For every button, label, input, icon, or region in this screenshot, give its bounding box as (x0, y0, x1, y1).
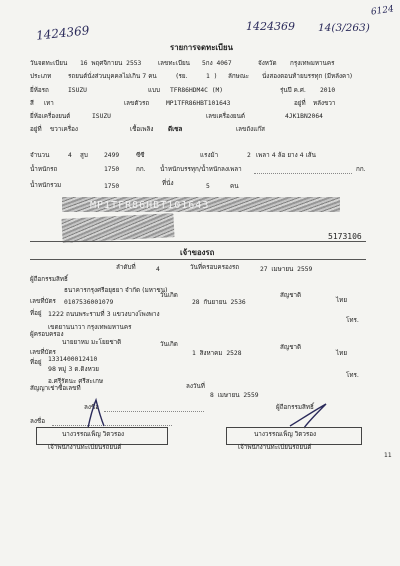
province-label: จังหวัด (258, 60, 277, 67)
possess-date-value: 27 เมษายน 2559 (260, 266, 313, 273)
owner-section-bottom-rule (30, 259, 366, 260)
code-value: 1 ) (206, 73, 218, 80)
stamp-number: 5173106 (328, 232, 362, 241)
owner-birth-label: วันเกิด (160, 292, 178, 299)
engine-no-value: 4JK1BN2064 (285, 113, 323, 120)
vehicle-weight-label: น้ำหนักรถ (30, 166, 58, 173)
officer-title-left: เจ้าพนักงานทะเบียนรถยนต์ (48, 444, 122, 451)
engine-no-label: เลขเครื่องยนต์ (206, 113, 246, 120)
type-label: ประเภท (30, 73, 52, 80)
sign-label-2: ลงชื่อ (30, 418, 45, 425)
model-value: TFR86HDM4C (M) (170, 87, 224, 94)
holder-nation-value: ไทย (336, 350, 348, 357)
vehicle-weight-unit: กก. (136, 166, 146, 173)
holder-value: นายยาหม มะโยยชาติ (62, 339, 122, 346)
chassis-position-label: อยู่ที่ (294, 100, 306, 107)
type-value: รถยนต์นั่งส่วนบุคคลไม่เกิน 7 คน (68, 73, 157, 80)
signature-mark-right (286, 400, 346, 430)
owner-birth-value: 28 กันยายน 2536 (192, 299, 246, 306)
owner-value: ธนาคารกรุงศรีอยุธยา จำกัด (มหาชน) (64, 287, 168, 294)
holder-address-line1: 98 หมู่ 3 ต.ดิงหวย (48, 366, 99, 373)
engine-position-value: ขวาเครื่อง (50, 126, 78, 133)
reg-date-value: 16 พฤศจิกายน 2553 (80, 60, 142, 67)
owner-signature-suffix: ผู้ถือกรรมสิทธิ์ (276, 404, 314, 411)
axle-value: 2 (247, 152, 251, 159)
reg-date-label: วันจดทะเบียน (30, 60, 68, 67)
possess-date-label: วันที่ครอบครองรถ (190, 264, 240, 271)
owner-label: ผู้ถือกรรมสิทธิ์ (30, 276, 68, 283)
page-mark: 11 (384, 452, 392, 459)
model-label: แบบ (148, 87, 161, 94)
handwritten-corner-number: 6124 (370, 4, 395, 18)
document-title: รายการจดทะเบียน (170, 43, 233, 52)
order-value: 4 (156, 266, 160, 273)
owner-nation-label: สัญชาติ (280, 292, 302, 299)
brand-value: ISUZU (68, 87, 87, 94)
province-value: กรุงเทพมหานคร (290, 60, 335, 67)
signature-mark-left (82, 396, 122, 430)
holder-birth-label: วันเกิด (160, 341, 178, 348)
cc-unit: ซีซี (136, 152, 145, 159)
officer-name-left: นางวรรณเพ็ญ วิตวรอง (62, 431, 125, 438)
color-value: เทา (44, 100, 54, 107)
color-label: สี (30, 100, 34, 107)
holder-nation-label: สัญชาติ (280, 344, 302, 351)
gas-tank-label: เลขถังแก๊ส (236, 126, 265, 133)
owner-address-label: ที่อยู่ (30, 310, 42, 317)
load-weight-unit: กก. (356, 166, 366, 173)
chassis-value: MP1TFR86HBT101643 (166, 100, 231, 107)
seat-unit: คน (230, 183, 239, 190)
owner-address-line2: เขตยานนาวา กรุงเทพมหานคร (48, 324, 132, 331)
seat-value: 5 (206, 183, 210, 190)
total-weight-value: 1750 (104, 183, 120, 190)
holder-address-label: ที่อยู่ (30, 359, 42, 366)
owner-section-top-rule (30, 241, 366, 242)
handwritten-number-left: 1424369 (35, 23, 91, 43)
holder-id-label: เลขที่บัตร (30, 349, 56, 356)
cylinder-unit: สูบ (80, 152, 88, 159)
holder-id-value: 1331400012410 (48, 356, 98, 363)
body-value: นั่งสองตอนท้ายบรรทุก (มีหลังคา) (262, 73, 353, 80)
horsepower-label: แรงม้า (200, 152, 219, 159)
holder-address-line2: อ.ศรีรัตนะ ศรีสะเกษ (48, 378, 104, 385)
load-weight-label: น้ำหนักบรรทุก/น้ำหนักลงเพลา (160, 166, 242, 173)
engine-rubbing-strip (61, 213, 174, 243)
owner-address-line1: 1222 ถนนพระรามที่ 3 แขวงบางโพงพาง (48, 311, 160, 318)
chassis-position-value: หลังขวา (313, 100, 336, 107)
holder-birth-value: 1 สิงหาคม 2528 (192, 350, 242, 357)
holder-tel-label: โทร. (346, 372, 359, 379)
chassis-label: เลขตัวรถ (124, 100, 150, 107)
fuel-label: เชื้อเพลิง (130, 126, 154, 133)
officer-name-right: นางวรรณเพ็ญ วิตวรอง (254, 431, 317, 438)
year-label: รุ่นปี ค.ศ. (280, 87, 306, 94)
engine-brand-label: ยี่ห้อเครื่องยนต์ (30, 113, 71, 120)
engine-position-label: อยู่ที่ (30, 126, 42, 133)
owner-nation-value: ไทย (336, 297, 348, 304)
code-label: (รย. (176, 73, 188, 80)
year-value: 2010 (320, 87, 336, 94)
owner-id-label: เลขที่บัตร (30, 298, 56, 305)
load-weight-dotted-line (254, 173, 352, 174)
owner-tel-label: โทร. (346, 317, 359, 324)
seat-label: ที่นั่ง (162, 180, 174, 187)
fuel-value: ดีเซล (168, 126, 183, 133)
vehicle-weight-value: 1750 (104, 166, 120, 173)
handwritten-number-mid: 1424369 (246, 20, 295, 33)
total-weight-label: น้ำหนักรวม (30, 182, 62, 189)
owner-section-heading: เจ้าของรถ (180, 248, 215, 257)
cylinder-value: 4 (68, 152, 72, 159)
contract-date-value: 8 เมษายน 2559 (210, 392, 259, 399)
plate-label: เลขทะเบียน (158, 60, 190, 67)
sign-label-1: ลงชื่อ (84, 404, 99, 411)
plate-value: 5กง 4067 (202, 60, 232, 67)
order-label: ลำดับที่ (116, 264, 136, 271)
chassis-rubbing-text: MP1TFR86HBT101643 (90, 200, 210, 211)
holder-label: ผู้ครอบครอง (30, 331, 64, 338)
contract-label: สัญญาเช่าซื้อเลขที่ (30, 385, 81, 392)
axle-text: เพลา 4 ล้อ ยาง 4 เส้น (256, 152, 316, 159)
engine-brand-value: ISUZU (92, 113, 111, 120)
handwritten-note-right: 14(3/263) (318, 22, 370, 34)
officer-title-right: เจ้าพนักงานทะเบียนรถยนต์ (238, 444, 312, 451)
body-label: ลักษณะ (228, 73, 250, 80)
cc-value: 2499 (104, 152, 120, 159)
cylinder-label: จำนวน (30, 152, 50, 159)
contract-date-label: ลงวันที่ (186, 383, 205, 390)
owner-id-value: 0107536001079 (64, 299, 114, 306)
brand-label: ยี่ห้อรถ (30, 87, 49, 94)
